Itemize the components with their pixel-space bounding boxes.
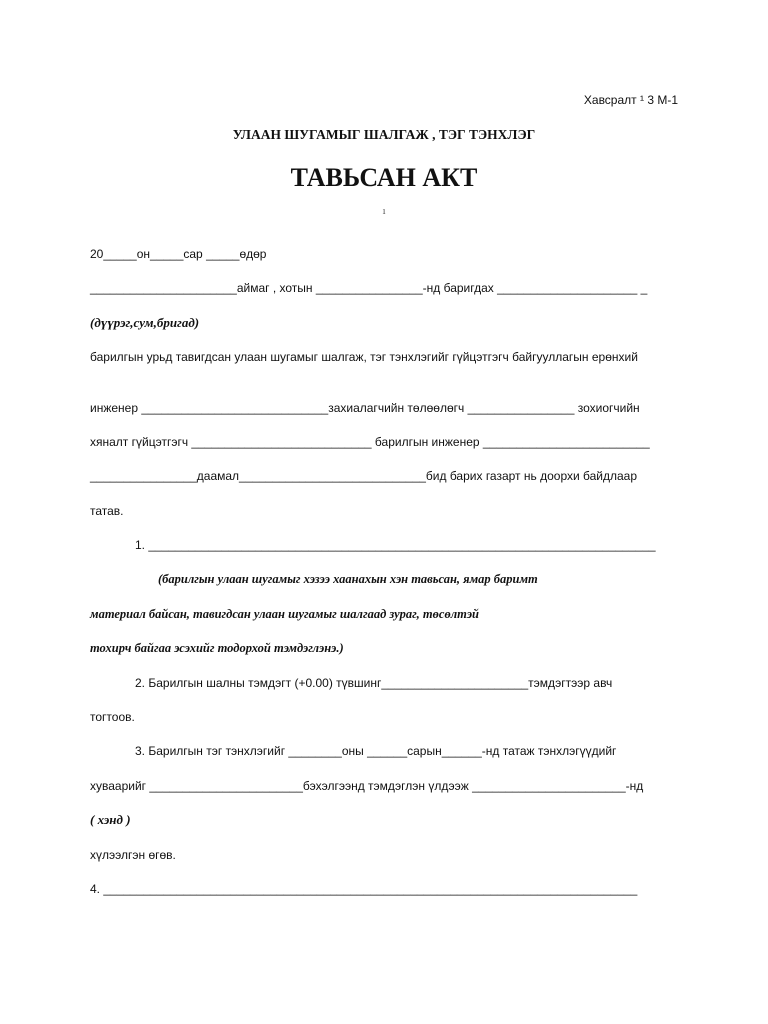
item-4: 4. ________________________________________________________________________________ xyxy=(90,882,638,896)
intro-paragraph: барилгын урьд тавигдсан улаан шугамыг шалгаж, тэг тэнхлэгийг гүйцэтгэгч байгууллагын ерөнхий xyxy=(90,350,638,364)
tatav-text: татав. xyxy=(90,504,124,518)
to-whom-hint: ( хэнд ) xyxy=(90,812,131,827)
item-1-note-a: (барилгын улаан шугамыг хэзээ хаанахын хэн тавьсан, ямар баримт xyxy=(158,572,538,586)
foreman-line: ________________даамал____________________________бид барих газарт нь доорхи байдлаар xyxy=(90,469,638,483)
attachment-label: Хавсралт ¹ 3 М-1 xyxy=(583,93,678,107)
location-hint: (дүүрэг,сум,бригад) xyxy=(90,315,200,330)
togtoov-text: тогтоов. xyxy=(90,710,135,724)
doc-title-line2: ТАВЬСАН АКТ xyxy=(290,163,478,192)
location-line: ______________________аймаг , хотын ________________-нд баригдах _____________________ _ xyxy=(90,281,648,295)
handed-text: хүлээлгэн өгөв. xyxy=(90,848,176,862)
item-1-note-b: материал байсан, тавигдсан улаан шугамыг шалгаад зураг, төсөлтэй xyxy=(90,607,479,621)
footnote-mark: 1 xyxy=(382,208,386,216)
item-1: 1. ____________________________________________________________________________ xyxy=(135,538,656,552)
supervision-line: хяналт гүйцэтгэгч ___________________________ барилгын инженер _________________________ xyxy=(90,435,650,449)
date-line: 20_____он_____сар _____өдөр xyxy=(90,247,267,261)
handover-line: хуваарийг _______________________бэхэлгээнд тэмдэглэн үлдээж _______________________-нд xyxy=(90,779,644,793)
item-2: 2. Барилгын шалны тэмдэгт (+0.00) түвшинг______________________тэмдэгтээр авч xyxy=(135,676,613,690)
engineer-line: инженер ____________________________захиалагчийн төлөөлөгч ________________ зохиогчийн xyxy=(90,401,640,415)
item-1-note-c: тохирч байгаа эсэхийг тодорхой тэмдэглэнэ.) xyxy=(90,641,344,655)
doc-title-line1: УЛААН ШУГАМЫГ ШАЛГАЖ , ТЭГ ТЭНХЛЭГ xyxy=(232,127,536,142)
item-3: 3. Барилгын тэг тэнхлэгийг ________оны ______сарын______-нд татаж тэнхлэгүүдийг xyxy=(135,744,617,758)
